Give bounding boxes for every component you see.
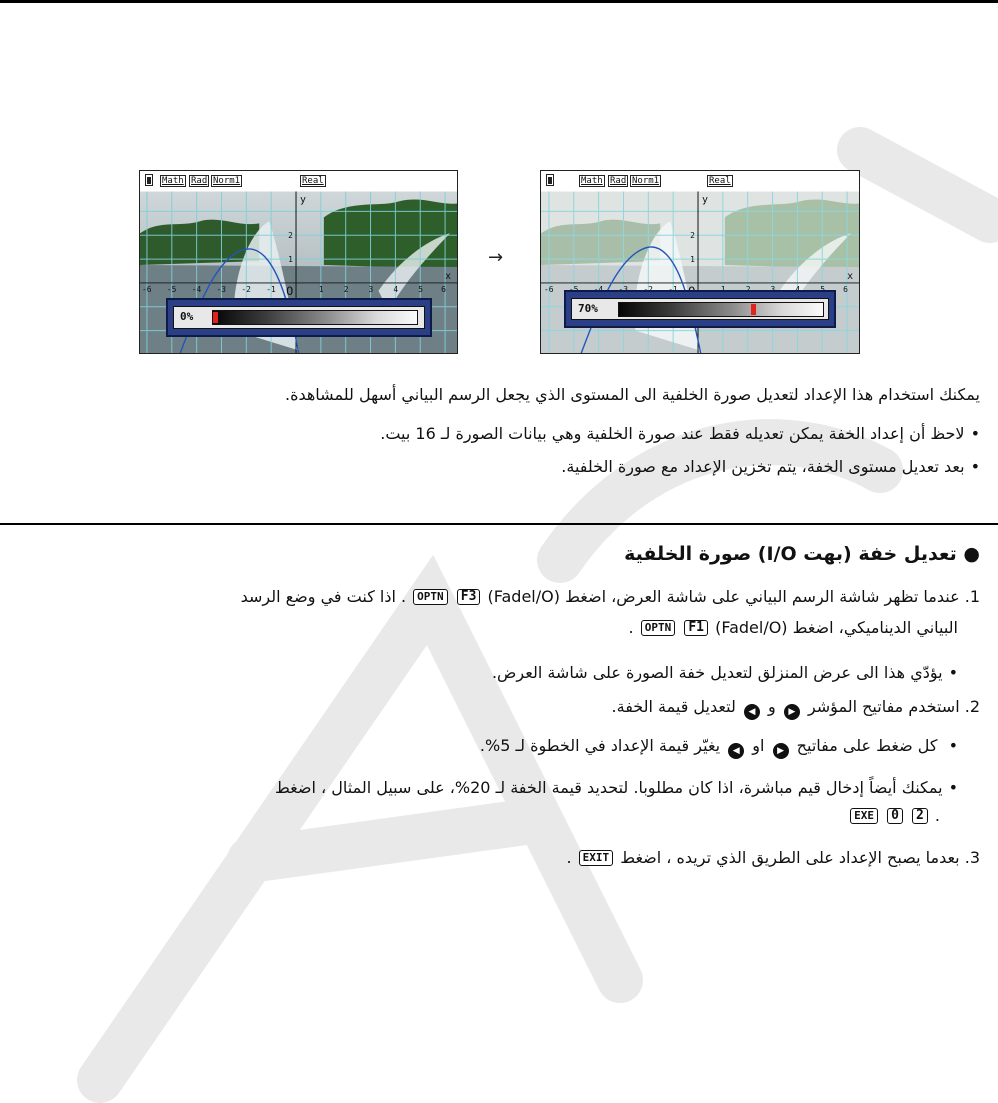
fade-slider-track[interactable] [212, 310, 418, 325]
x-tick: 2 [343, 284, 349, 294]
slider-panel [571, 298, 829, 320]
step-3 [566, 847, 980, 869]
step-1-bullet: • يؤدّي هذا الى عرض المنزلق لتعديل خفة الصورة على شاشة العرض. [492, 662, 958, 684]
slider-panel [173, 306, 425, 329]
cursor-right-key-icon[interactable]: ▶ [784, 704, 800, 720]
step-1-line-2 [629, 617, 958, 639]
x-tick: 6 [843, 284, 848, 294]
transition-arrow: → [488, 247, 504, 268]
optn-key[interactable]: OPTN [413, 589, 448, 605]
step1-text-b: . اذا كنت في وضع الرسد [240, 587, 407, 606]
x-tick: -1 [266, 284, 276, 294]
status-tag-math: Math [162, 176, 184, 186]
fade-function-label: (Fadel/O) [487, 587, 560, 606]
y-tick: 1 [690, 255, 695, 265]
step-2-bullet-2-keys [848, 805, 940, 827]
calculator-screen-before [139, 170, 458, 354]
y-axis-label: y [299, 194, 306, 206]
status-tag-rad: Rad [610, 176, 627, 186]
y-tick: 2 [288, 231, 293, 241]
battery-icon [145, 174, 153, 186]
y-tick: 2 [690, 231, 695, 241]
x-axis-label: x [445, 270, 452, 282]
x-tick: 4 [393, 284, 399, 294]
x-tick: 5 [418, 284, 424, 294]
f1-key[interactable]: F1 [684, 620, 708, 636]
x-tick: -6 [543, 284, 554, 294]
x-tick: 3 [368, 284, 374, 294]
x-tick: 1 [318, 284, 324, 294]
step2-bullet1-b: يغيّر قيمة الإعداد في الخطوة لـ 5%. [479, 736, 721, 755]
step1-text-a: 1. عندما تظهر شاشة الرسم البياني على شاشة العرض، اضغط [565, 587, 980, 606]
cursor-right-key-icon[interactable]: ▶ [773, 743, 789, 759]
intro-bullet-2: • بعد تعديل مستوى الخفة، يتم تخزين الإعداد مع صورة الخلفية. [561, 456, 980, 478]
f3-key[interactable]: F3 [457, 589, 481, 605]
status-bar [541, 171, 859, 191]
step-2-bullet-1 [480, 735, 958, 759]
slider-thumb[interactable] [751, 304, 756, 315]
x-tick: -2 [241, 284, 251, 294]
status-tag-math: Math [581, 176, 603, 186]
step2-bullet1-a: كل ضغط على مفاتيح [796, 736, 938, 755]
calculator-screen-after [540, 170, 860, 354]
x-tick: -3 [216, 284, 227, 294]
optn-key[interactable]: OPTN [641, 620, 676, 636]
step1-text-d: . [628, 618, 634, 637]
slider-value: 70% [578, 302, 598, 315]
two-key[interactable]: 2 [912, 808, 928, 824]
step2-bullet1-or: او [752, 736, 765, 755]
step-1-line-1 [241, 586, 980, 608]
status-tag-real: Real [709, 176, 731, 186]
x-tick: -4 [191, 284, 202, 294]
x-tick: -5 [166, 284, 177, 294]
step3-text: 3. بعدما يصبح الإعداد على الطريق الذي تريده ، اضغط [620, 848, 980, 867]
step2-and: و [768, 697, 776, 716]
zero-key[interactable]: 0 [887, 808, 903, 824]
x-tick: 6 [441, 284, 446, 294]
status-tag-real: Real [302, 176, 324, 186]
status-tag-rad: Rad [191, 176, 208, 186]
exe-key[interactable]: EXE [850, 808, 878, 824]
graph-plot [541, 191, 859, 354]
origin-label: O [286, 283, 294, 298]
x-tick: -6 [141, 284, 152, 294]
slider-value: 0% [180, 310, 194, 323]
intro-paragraph: يمكنك استخدام هذا الإعداد لتعديل صورة الخلفية الى المستوى الذي يجعل الرسم البياني أسهل للمشاهدة. [284, 385, 980, 404]
step3-end: . [566, 848, 572, 867]
status-bar [140, 171, 457, 191]
status-tag-norm: Norm1 [632, 176, 660, 186]
status-tag-norm: Norm1 [213, 176, 241, 186]
section-heading: ● تعديل خفة (بهت I/O) صورة الخلفية [624, 543, 980, 565]
step1-text-c: البياني الديناميكي، اضغط [792, 618, 958, 637]
fade-slider-dialog [564, 290, 836, 328]
fade-function-label: (Fadel/O) [715, 618, 788, 637]
y-tick: 1 [288, 255, 293, 265]
step2-text: 2. استخدم مفاتيح المؤشر [807, 697, 980, 716]
exit-key[interactable]: EXIT [579, 850, 614, 866]
intro-bullet-1: • لاحظ أن إعداد الخفة يمكن تعديله فقط عند صورة الخلفية وهي بيانات الصورة لـ 16 بيت. [380, 423, 980, 445]
step-2-bullet-2: • يمكنك أيضاً إدخال قيم مباشرة، اذا كان مطلوبا. لتحديد قيمة الخفة لـ 20%، على سبيل المثال ، اضغط [275, 777, 958, 799]
fade-slider-dialog [166, 298, 432, 337]
section-divider [0, 523, 998, 525]
cursor-left-key-icon[interactable]: ◀ [744, 704, 760, 720]
step-2 [612, 696, 980, 720]
step2-bullet2-end: . [934, 806, 940, 825]
y-axis-label: y [701, 194, 708, 206]
slider-thumb[interactable] [213, 312, 218, 323]
section-heading-text: تعديل خفة (بهت I/O) صورة الخلفية [624, 543, 957, 565]
fade-slider-track[interactable] [618, 302, 824, 317]
cursor-left-key-icon[interactable]: ◀ [728, 743, 744, 759]
x-axis-label: x [847, 270, 854, 282]
step2-end: لتعديل قيمة الخفة. [611, 697, 736, 716]
battery-icon [546, 174, 554, 186]
top-rule [0, 0, 998, 3]
